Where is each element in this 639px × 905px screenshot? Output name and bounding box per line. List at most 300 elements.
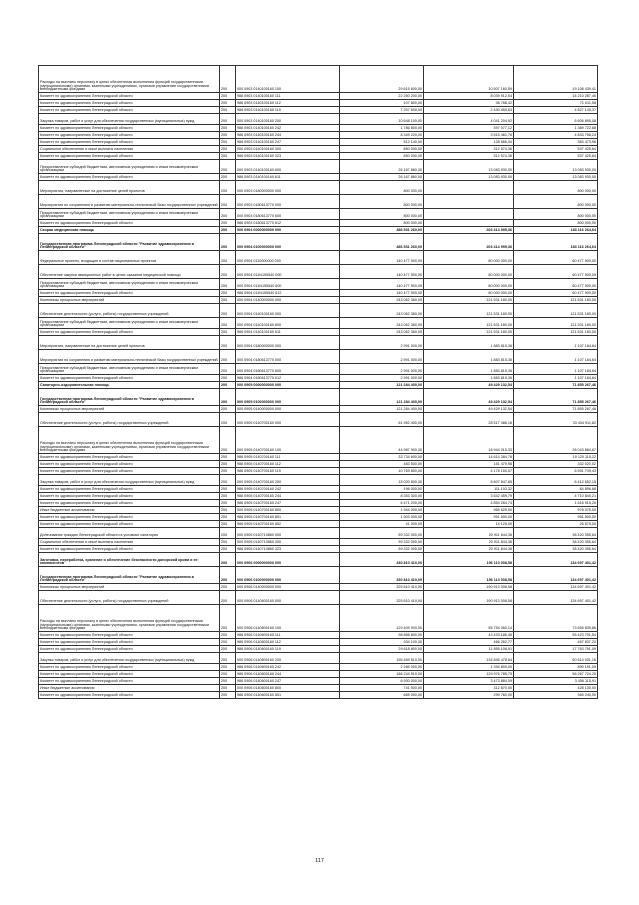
row-classification-cell: 000 0906 0140600160 000	[236, 591, 340, 605]
row-approved-amount-cell: 61 952 400,00	[340, 413, 424, 427]
row-code-cell: 200	[220, 336, 236, 350]
row-approved-amount-cell: 800 000,00	[340, 220, 424, 227]
row-code-cell: 200	[220, 500, 236, 507]
row-code-cell: 200	[220, 209, 236, 220]
row-code-cell: 200	[220, 406, 236, 413]
row-executed-amount-cell: 196 113 008,58	[424, 567, 514, 584]
row-executed-amount-cell: 128 666,04	[424, 139, 514, 146]
row-name-cell: Комплексы процессных мероприятий	[39, 406, 220, 413]
row-classification-cell: 986 0906 0140600160 244	[236, 671, 340, 678]
row-approved-amount-cell: 1 944 000,00	[340, 507, 424, 514]
row-classification-cell: 986 0903 0140100160 247	[236, 139, 340, 146]
row-approved-amount-cell: 59 332 000,00	[340, 539, 424, 546]
row-code-cell: 200	[220, 107, 236, 114]
row-approved-amount-cell: 121 284 400,00	[340, 389, 424, 406]
row-classification-cell: 000 0904 0180613770 000	[236, 350, 340, 364]
row-approved-amount-cell: 29 618 800,00	[340, 646, 424, 653]
row-classification-cell: 986 0903 0140100160 119	[236, 107, 340, 114]
row-code-cell: 200	[220, 382, 236, 389]
table-row	[39, 318, 598, 329]
row-code-cell: 200	[220, 195, 236, 209]
table-row	[39, 114, 598, 125]
row-approved-amount-cell: 800 000,00	[340, 209, 424, 220]
row-remaining-amount-cell: 537 425,64	[514, 146, 598, 153]
row-code-cell: 200	[220, 454, 236, 461]
row-classification-cell: 986 0906 0140600160 242	[236, 664, 340, 671]
row-approved-amount-cell: 243 062 360,00	[340, 329, 424, 336]
table-row	[39, 514, 598, 521]
row-approved-amount-cell: 29 615 600,00	[340, 66, 424, 93]
row-approved-amount-cell: 2 991 000,00	[340, 375, 424, 382]
row-classification-cell: 000 0903 0140100160 600	[236, 160, 340, 174]
table-row	[39, 567, 598, 584]
row-remaining-amount-cell: 60 614 031,16	[514, 653, 598, 664]
row-code-cell: 200	[220, 653, 236, 664]
row-executed-amount-cell: 55 754 060,14	[424, 605, 514, 632]
row-approved-amount-cell: 140 477 900,00	[340, 265, 424, 279]
row-executed-amount-cell	[424, 209, 514, 220]
row-code-cell: 200	[220, 685, 236, 692]
row-classification-cell: 000 0904 0140100160 000	[236, 304, 340, 318]
row-code-cell: 200	[220, 290, 236, 297]
row-executed-amount-cell: 14 614 384,78	[424, 454, 514, 461]
row-remaining-amount-cell: 60 477 900,00	[514, 265, 598, 279]
table-row	[39, 382, 598, 389]
row-approved-amount-cell: 386 531 260,00	[340, 234, 424, 251]
row-approved-amount-cell: 483 500,00	[340, 461, 424, 468]
row-classification-cell: 000 0903 0140100160 300	[236, 146, 340, 153]
row-remaining-amount-cell: 71 855 267,46	[514, 389, 598, 406]
row-classification-cell: 986 0905 0140700160 247	[236, 500, 340, 507]
row-name-cell: Предоставление субсидий бюджетным, автономным учреждениям и иным некоммерческим организациям	[39, 318, 220, 329]
row-code-cell: 200	[220, 632, 236, 639]
row-code-cell: 200	[220, 646, 236, 653]
row-executed-amount-cell: 203 414 995,36	[424, 227, 514, 234]
row-classification-cell: 000 0906 0140600160 100	[236, 605, 340, 632]
table-row	[39, 227, 598, 234]
row-remaining-amount-cell: 1 616 915,26	[514, 500, 598, 507]
table-row	[39, 174, 598, 181]
row-remaining-amount-cell: 4 833 758,24	[514, 132, 598, 139]
row-name-cell: Мероприятия по сохранению и развитию материально-технической базы государственных учреждений	[39, 350, 220, 364]
row-approved-amount-cell: 330 810 410,00	[340, 567, 424, 584]
row-remaining-amount-cell: 365 240,00	[514, 692, 598, 699]
table-row	[39, 66, 598, 93]
row-classification-cell: 986 0905 0140700160 851	[236, 514, 340, 521]
row-name-cell: Комитет по здравоохранению Ленинградской области	[39, 461, 220, 468]
row-approved-amount-cell: 121 284 400,00	[340, 406, 424, 413]
row-name-cell: Комплексы процессных мероприятий	[39, 297, 220, 304]
table-row	[39, 639, 598, 646]
row-name-cell: Иные бюджетные ассигнования	[39, 507, 220, 514]
row-remaining-amount-cell: 1 107 184,64	[514, 364, 598, 375]
row-approved-amount-cell: 22 250 200,00	[340, 93, 424, 100]
row-name-cell: Комитет по здравоохранению Ленинградской области	[39, 290, 220, 297]
row-code-cell: 200	[220, 279, 236, 290]
row-remaining-amount-cell: 4 710 840,21	[514, 493, 598, 500]
row-executed-amount-cell: 18 944 015,33	[424, 427, 514, 454]
row-name-cell: Предоставление субсидий бюджетным, автономным учреждениям и иным некоммерческим организациям	[39, 209, 220, 220]
row-classification-cell: 000 0905 0100000000 000	[236, 389, 340, 406]
row-executed-amount-cell: 151 479,98	[424, 461, 514, 468]
row-code-cell: 200	[220, 318, 236, 329]
row-code-cell: 200	[220, 220, 236, 227]
row-remaining-amount-cell: 121 531 180,00	[514, 304, 598, 318]
row-approved-amount-cell: 196 000,00	[340, 486, 424, 493]
row-executed-amount-cell: 49 429 132,54	[424, 382, 514, 389]
row-remaining-amount-cell: 428 130,00	[514, 685, 598, 692]
row-approved-amount-cell: 8 349 220,00	[340, 132, 424, 139]
row-executed-amount-cell: 3 473 884,09	[424, 678, 514, 685]
row-code-cell: 200	[220, 639, 236, 646]
row-classification-cell: 986 0905 0140700160 112	[236, 461, 340, 468]
row-code-cell: 200	[220, 427, 236, 454]
row-name-cell: Обеспечение деятельности (услуги, работы) государственных учреждений	[39, 304, 220, 318]
row-executed-amount-cell: 1 883 815,36	[424, 350, 514, 364]
row-remaining-amount-cell: 6 412 652,15	[514, 475, 598, 486]
row-remaining-amount-cell: 800 000,00	[514, 220, 598, 227]
table-row	[39, 692, 598, 699]
table-row	[39, 251, 598, 265]
row-executed-amount-cell: 965 625,00	[424, 507, 514, 514]
row-remaining-amount-cell: 55 423 701,54	[514, 632, 598, 639]
row-remaining-amount-cell: 56 267 724,25	[514, 671, 598, 678]
table-row	[39, 632, 598, 639]
row-approved-amount-cell: 26 167 860,00	[340, 174, 424, 181]
row-executed-amount-cell: 4 854 284,74	[424, 500, 514, 507]
row-classification-cell: 986 0906 0140600160 247	[236, 678, 340, 685]
row-approved-amount-cell: 98 856 800,00	[340, 632, 424, 639]
row-remaining-amount-cell: 33 434 911,82	[514, 413, 598, 427]
row-code-cell: 200	[220, 297, 236, 304]
row-remaining-amount-cell: 6 606 895,08	[514, 114, 598, 125]
row-executed-amount-cell: 10 507 160,59	[424, 66, 514, 93]
row-classification-cell: 000 0905 0140700160 800	[236, 507, 340, 514]
row-classification-cell: 986 0904 011N155540 612	[236, 290, 340, 297]
table-row	[39, 350, 598, 364]
row-executed-amount-cell: 2 430 459,63	[424, 107, 514, 114]
row-remaining-amount-cell: 60 477 900,00	[514, 279, 598, 290]
row-remaining-amount-cell: 14 210 287,46	[514, 93, 598, 100]
row-executed-amount-cell: 134 845 478,84	[424, 653, 514, 664]
row-classification-cell: 000 0906 0140600160 800	[236, 685, 340, 692]
row-classification-cell: 986 0905 0140700160 119	[236, 468, 340, 475]
table-row	[39, 493, 598, 500]
row-approved-amount-cell: 2 991 000,00	[340, 336, 424, 350]
table-row	[39, 389, 598, 406]
row-name-cell: Государственная программа Ленинградской области "Развитие здравоохранения в Ленинградской области"	[39, 567, 220, 584]
row-classification-cell: 000 0903 0140100160 100	[236, 66, 340, 93]
row-classification-cell: 986 0903 0140100160 323	[236, 153, 340, 160]
row-executed-amount-cell: 49 429 132,54	[424, 389, 514, 406]
table-row	[39, 584, 598, 591]
row-remaining-amount-cell: 121 531 180,00	[514, 297, 598, 304]
budget-report-table	[38, 65, 598, 699]
row-remaining-amount-cell: 121 531 180,00	[514, 329, 598, 336]
table-row	[39, 279, 598, 290]
row-name-cell: Комитет по здравоохранению Ленинградской области	[39, 100, 220, 107]
row-executed-amount-cell: 121 531 180,00	[424, 297, 514, 304]
row-executed-amount-cell: 80 000 000,00	[424, 251, 514, 265]
row-remaining-amount-cell: 383 473,96	[514, 139, 598, 146]
row-name-cell: Предоставление субсидий бюджетным, автономным учреждениям и иным некоммерческим организациям	[39, 160, 220, 174]
row-approved-amount-cell: 186 244 510,00	[340, 671, 424, 678]
row-code-cell: 200	[220, 139, 236, 146]
row-code-cell: 200	[220, 100, 236, 107]
row-code-cell: 200	[220, 93, 236, 100]
row-code-cell: 200	[220, 125, 236, 132]
row-approved-amount-cell: 243 062 360,00	[340, 304, 424, 318]
row-remaining-amount-cell: 6 591 749,43	[514, 468, 598, 475]
row-executed-amount-cell	[424, 195, 514, 209]
row-name-cell: Обеспечение деятельности (услуги, работы) государственных учреждений	[39, 591, 220, 605]
row-remaining-amount-cell: 71 011,58	[514, 100, 598, 107]
row-remaining-amount-cell: 84 896,68	[514, 486, 598, 493]
row-approved-amount-cell: 512 140,00	[340, 139, 424, 146]
row-executed-amount-cell: 111 103,32	[424, 486, 514, 493]
row-executed-amount-cell	[424, 181, 514, 195]
row-name-cell: Расходы на выплаты персоналу в целях обеспечения выполнения функций государственными (муниципальными) органами, казенными учреждениями, органами управления государственными внебюджетными фондами	[39, 66, 220, 93]
row-code-cell: 200	[220, 584, 236, 591]
row-approved-amount-cell: 26 167 860,00	[340, 160, 424, 174]
row-approved-amount-cell: 33 734 600,00	[340, 454, 424, 461]
row-classification-cell: 000 0904 0110000000 000	[236, 251, 340, 265]
row-name-cell: Закупка товаров, работ и услуг для обеспечения государственных (муниципальных) нужд	[39, 475, 220, 486]
row-classification-cell: 986 0905 0140710860 323	[236, 546, 340, 553]
row-name-cell: Предоставление субсидий бюджетным, автономным учреждениям и иным некоммерческим организациям	[39, 279, 220, 290]
table-row	[39, 507, 598, 514]
row-remaining-amount-cell: 38 420 355,64	[514, 539, 598, 546]
table-row	[39, 521, 598, 528]
table-row	[39, 153, 598, 160]
row-approved-amount-cell: 325 610 410,00	[340, 591, 424, 605]
row-name-cell: Комитет по здравоохранению Ленинградской области	[39, 220, 220, 227]
table-row	[39, 107, 598, 114]
row-executed-amount-cell: 8 039 912,54	[424, 93, 514, 100]
row-name-cell: Комитет по здравоохранению Ленинградской области	[39, 107, 220, 114]
row-name-cell: Закупка товаров, работ и услуг для обеспечения государственных (муниципальных) нужд	[39, 114, 220, 125]
row-remaining-amount-cell: 800 000,00	[514, 209, 598, 220]
row-code-cell: 200	[220, 160, 236, 174]
row-approved-amount-cell: 850 000,00	[340, 146, 424, 153]
row-code-cell: 200	[220, 114, 236, 125]
row-classification-cell: 000 0905 0140700160 000	[236, 413, 340, 427]
row-code-cell: 200	[220, 153, 236, 160]
row-approved-amount-cell: 330 810 410,00	[340, 553, 424, 567]
row-code-cell: 200	[220, 591, 236, 605]
row-remaining-amount-cell: 183 116 264,64	[514, 227, 598, 234]
row-executed-amount-cell: 80 000 000,00	[424, 279, 514, 290]
row-approved-amount-cell: 121 284 400,00	[340, 382, 424, 389]
table-row	[39, 486, 598, 493]
row-name-cell: Скорая медицинская помощь	[39, 227, 220, 234]
row-name-cell: Комитет по здравоохранению Ленинградской области	[39, 521, 220, 528]
row-classification-cell: 986 0905 0140700160 111	[236, 454, 340, 461]
table-row	[39, 671, 598, 678]
row-name-cell: Обеспечение деятельности (услуги, работы) государственных учреждений	[39, 413, 220, 427]
row-code-cell: 200	[220, 521, 236, 528]
row-name-cell: Комитет по здравоохранению Ленинградской области	[39, 632, 220, 639]
row-approved-amount-cell: 140 477 900,00	[340, 279, 424, 290]
table-row	[39, 304, 598, 318]
row-classification-cell: 986 0905 0140700160 852	[236, 521, 340, 528]
row-remaining-amount-cell: 13 083 930,00	[514, 160, 598, 174]
row-remaining-amount-cell: 800 000,00	[514, 181, 598, 195]
row-name-cell: Комитет по здравоохранению Ленинградской области	[39, 468, 220, 475]
row-code-cell: 200	[220, 553, 236, 567]
row-name-cell: Комитет по здравоохранению Ленинградской области	[39, 132, 220, 139]
row-classification-cell: 000 0905 0140000000 000	[236, 406, 340, 413]
row-executed-amount-cell: 196 113 008,58	[424, 553, 514, 567]
row-approved-amount-cell: 8 353 300,00	[340, 493, 424, 500]
row-remaining-amount-cell: 134 697 401,42	[514, 584, 598, 591]
table-row	[39, 468, 598, 475]
row-name-cell: Комитет по здравоохранению Ленинградской области	[39, 493, 220, 500]
row-classification-cell: 986 0903 0140100160 242	[236, 125, 340, 132]
row-approved-amount-cell: 243 062 360,00	[340, 297, 424, 304]
row-approved-amount-cell: 44 987 900,00	[340, 427, 424, 454]
row-name-cell: Мероприятия, направленные на достижение целей проектов	[39, 336, 220, 350]
row-name-cell: Комитет по здравоохранению Ленинградской области	[39, 646, 220, 653]
row-code-cell: 200	[220, 546, 236, 553]
row-approved-amount-cell: 6 930 000,00	[340, 678, 424, 685]
row-classification-cell: 000 0903 0180613770 600	[236, 209, 340, 220]
row-executed-amount-cell: 312 574,36	[424, 153, 514, 160]
row-classification-cell: 986 0904 0140100160 611	[236, 329, 340, 336]
row-approved-amount-cell: 129 409 900,00	[340, 605, 424, 632]
row-remaining-amount-cell: 332 020,02	[514, 461, 598, 468]
row-remaining-amount-cell: 17 763 791,09	[514, 646, 598, 653]
row-approved-amount-cell: 195 459 510,00	[340, 653, 424, 664]
row-remaining-amount-cell: 26 043 884,67	[514, 427, 598, 454]
row-remaining-amount-cell: 71 855 267,46	[514, 406, 598, 413]
row-code-cell: 200	[220, 146, 236, 153]
table-row	[39, 125, 598, 132]
table-row	[39, 685, 598, 692]
table-row	[39, 500, 598, 507]
row-executed-amount-cell: 121 531 180,00	[424, 304, 514, 318]
row-classification-cell: 000 0905 0140700160 100	[236, 427, 340, 454]
row-approved-amount-cell: 7 257 600,00	[340, 107, 424, 114]
table-row	[39, 220, 598, 227]
row-name-cell: Расходы на выплаты персоналу в целях обеспечения выполнения функций государственными (муниципальными) органами, казенными учреждениями, органами управления государственными внебюджетными фондами	[39, 427, 220, 454]
table-row	[39, 646, 598, 653]
row-approved-amount-cell: 665 000,00	[340, 692, 424, 699]
row-executed-amount-cell: 1 883 815,36	[424, 336, 514, 350]
row-approved-amount-cell: 10 769 800,00	[340, 468, 424, 475]
row-code-cell: 200	[220, 350, 236, 364]
row-code-cell: 200	[220, 671, 236, 678]
row-approved-amount-cell: 243 062 360,00	[340, 318, 424, 329]
row-classification-cell: 000 0905 0140710860 300	[236, 539, 340, 546]
row-name-cell: Санаторно-оздоровительная помощь	[39, 382, 220, 389]
row-executed-amount-cell: 466 262,77	[424, 639, 514, 646]
row-code-cell: 200	[220, 251, 236, 265]
row-name-cell: Социальное обеспечение и иные выплаты населению	[39, 539, 220, 546]
row-classification-cell: 000 0906 0100000000 000	[236, 567, 340, 584]
row-name-cell: Комитет по здравоохранению Ленинградской области	[39, 664, 220, 671]
table-row	[39, 461, 598, 468]
row-name-cell: Комитет по здравоохранению Ленинградской области	[39, 125, 220, 132]
table-row	[39, 539, 598, 546]
row-executed-amount-cell: 1 883 815,36	[424, 364, 514, 375]
row-name-cell: Предоставление субсидий бюджетным, автономным учреждениям и иным некоммерческим организациям	[39, 364, 220, 375]
row-remaining-amount-cell: 3 456 115,91	[514, 678, 598, 685]
row-classification-cell: 986 0903 0140100160 244	[236, 132, 340, 139]
row-executed-amount-cell: 13 083 930,00	[424, 160, 514, 174]
table-row	[39, 406, 598, 413]
row-name-cell: Комитет по здравоохранению Ленинградской области	[39, 546, 220, 553]
row-code-cell: 200	[220, 364, 236, 375]
row-executed-amount-cell: 190 913 008,58	[424, 584, 514, 591]
row-remaining-amount-cell: 800 000,00	[514, 195, 598, 209]
row-executed-amount-cell: 4 178 150,57	[424, 468, 514, 475]
row-approved-amount-cell: 386 531 260,00	[340, 227, 424, 234]
row-code-cell: 200	[220, 528, 236, 539]
row-name-cell: Комитет по здравоохранению Ленинградской области	[39, 500, 220, 507]
row-approved-amount-cell: 107 800,00	[340, 100, 424, 107]
row-approved-amount-cell: 850 000,00	[340, 153, 424, 160]
row-approved-amount-cell: 325 610 410,00	[340, 584, 424, 591]
table-row	[39, 413, 598, 427]
row-name-cell: Комитет по здравоохранению Ленинградской области	[39, 639, 220, 646]
row-executed-amount-cell: 43 433 186,46	[424, 632, 514, 639]
row-classification-cell: 986 0903 0140100160 111	[236, 93, 340, 100]
row-name-cell: Государственная программа Ленинградской области "Развитие здравоохранения в Ленинградской области"	[39, 234, 220, 251]
row-remaining-amount-cell: 134 697 401,42	[514, 591, 598, 605]
table-row	[39, 653, 598, 664]
table-row	[39, 454, 598, 461]
page-number: 117	[315, 858, 324, 864]
table-row	[39, 605, 598, 632]
table-row	[39, 297, 598, 304]
row-remaining-amount-cell: 4 827 140,37	[514, 107, 598, 114]
row-code-cell: 200	[220, 66, 236, 93]
row-remaining-amount-cell: 26 875,00	[514, 521, 598, 528]
row-remaining-amount-cell: 978 375,00	[514, 507, 598, 514]
row-approved-amount-cell: 41 000,00	[340, 521, 424, 528]
row-executed-amount-cell: 11 855 108,91	[424, 646, 514, 653]
row-executed-amount-cell: 121 531 180,00	[424, 329, 514, 336]
row-executed-amount-cell: 312 870,00	[424, 685, 514, 692]
row-code-cell: 200	[220, 692, 236, 699]
row-classification-cell: 000 0906 0140600160 200	[236, 653, 340, 664]
row-approved-amount-cell: 140 477 900,00	[340, 290, 424, 297]
row-classification-cell: 000 0905 0140710860 000	[236, 528, 340, 539]
row-executed-amount-cell: 3 515 461,76	[424, 132, 514, 139]
table-row	[39, 546, 598, 553]
table-row	[39, 375, 598, 382]
row-code-cell: 200	[220, 507, 236, 514]
row-approved-amount-cell: 2 991 000,00	[340, 364, 424, 375]
row-classification-cell: 000 0903 0180000000 000	[236, 181, 340, 195]
row-classification-cell: 000 0904 0180613770 600	[236, 364, 340, 375]
row-name-cell: Государственная программа Ленинградской области "Развитие здравоохранения в Ленинградской области"	[39, 389, 220, 406]
row-classification-cell: 986 0903 0180613770 612	[236, 220, 340, 227]
row-classification-cell: 000 0904 0140100160 600	[236, 318, 340, 329]
row-executed-amount-cell: 397 077,12	[424, 125, 514, 132]
row-remaining-amount-cell: 19 108 439,41	[514, 66, 598, 93]
row-executed-amount-cell: 20 911 644,36	[424, 528, 514, 539]
row-executed-amount-cell: 4 041 204,92	[424, 114, 514, 125]
table-row	[39, 290, 598, 297]
row-classification-cell: 986 0903 0140100160 112	[236, 100, 340, 107]
row-remaining-amount-cell: 134 697 401,42	[514, 553, 598, 567]
row-code-cell: 200	[220, 539, 236, 546]
row-name-cell: Комитет по здравоохранению Ленинградской области	[39, 375, 220, 382]
row-name-cell: Комитет по здравоохранению Ленинградской области	[39, 329, 220, 336]
table-row	[39, 427, 598, 454]
